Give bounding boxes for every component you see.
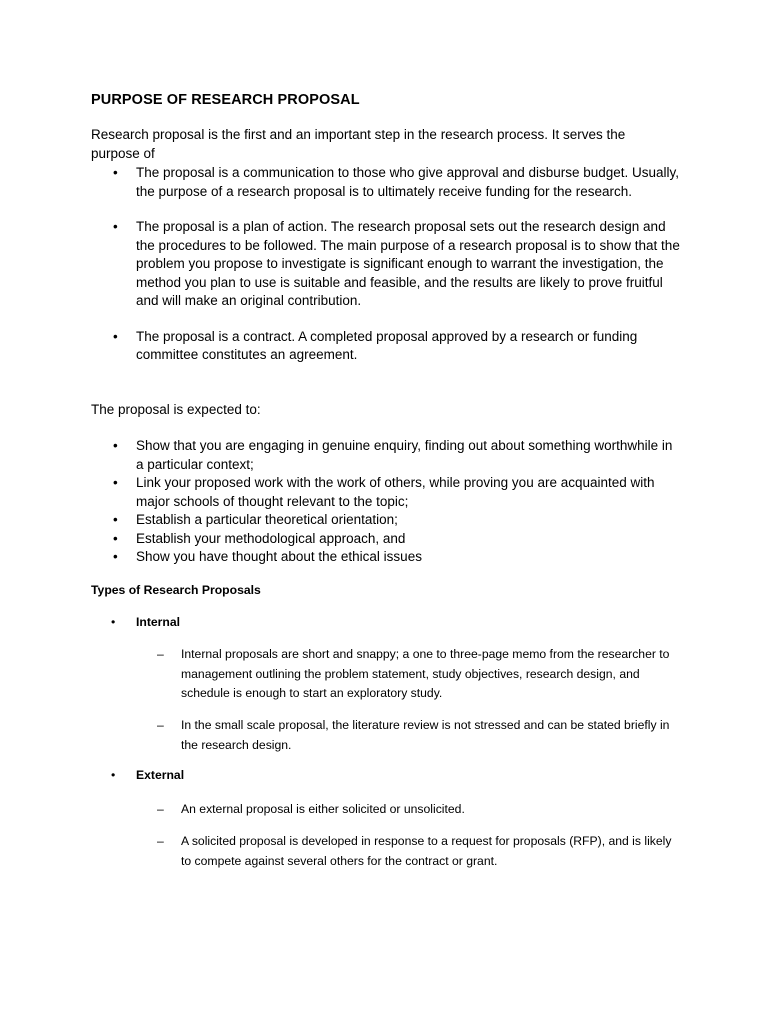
small-bullet-icon: • [111,768,116,782]
bullet-icon: • [113,165,118,180]
list-item [0,328,681,365]
list-item [0,437,681,474]
list-item [0,218,681,311]
list-item [0,530,681,549]
bullet-icon: • [113,438,118,453]
list-item-text: Link your proposed work with the work of others, while proving you are acquainted with major schools of thought relevant to the topic; [136,475,655,509]
dash-item-text: A solicited proposal is developed in response to a request for proposals (RFP), and is likely to compete against several others for the contract or grant. [181,834,672,868]
dash-icon: – [157,834,164,848]
dash-item-text: Internal proposals are short and snappy; a one to three-page memo from the researcher to management outlining the problem statement, study objectives, research design, and schedule is enough to start an exploratory study. [181,647,670,700]
dash-item-text: In the small scale proposal, the literature review is not stressed and can be stated briefly in the research design. [181,718,670,752]
page-title: PURPOSE OF RESEARCH PROPOSAL [91,92,360,108]
list-item-text: The proposal is a plan of action. The research proposal sets out the research design and the procedures to be followed. The main purpose of a research proposal is to show that the problem you propose to investigate is significant enough to warrant the investigation, the method you plan to use is suitable and feasible, and the results are likely to prove fruitful and will make an original contribution. [136,219,680,308]
expected-list [0,437,681,567]
intro-paragraph: Research proposal is the first and an important step in the research process. It serves the purpose of [91,127,626,161]
small-bullet-icon: • [111,615,116,629]
dash-icon: – [157,647,164,661]
list-item-text: Show you have thought about the ethical issues [136,549,422,564]
list-item-text: The proposal is a communication to those who give approval and disburse budget. Usually, the purpose of a research proposal is to ultimately receive funding for the research. [136,165,680,199]
list-item [0,511,681,530]
dash-icon: – [157,718,164,732]
dash-icon: – [157,802,164,816]
bullet-icon: • [113,530,118,546]
bullet-icon: • [113,328,118,344]
list-item [0,164,681,201]
list-item-text: The proposal is a contract. A completed proposal approved by a research or funding committee constitutes an agreement. [136,328,638,362]
bullet-icon: • [113,475,118,490]
bullet-icon: • [113,549,118,564]
list-item-text: Establish a particular theoretical orientation; [136,512,398,527]
type-label: Internal [136,615,181,629]
types-heading: Types of Research Proposals [91,583,261,597]
list-item-text: Establish your methodological approach, and [136,530,406,546]
list-item-text: Show that you are engaging in genuine enquiry, finding out about something worthwhile in a particular context; [136,438,673,472]
expected-heading: The proposal is expected to: [91,402,261,417]
bullet-icon: • [113,219,118,234]
list-item [0,474,681,511]
bullet-icon: • [113,512,118,527]
purpose-list [0,164,681,365]
list-item [0,548,681,567]
type-label: External [136,768,185,782]
dash-item-text: An external proposal is either solicited or unsolicited. [181,802,465,816]
